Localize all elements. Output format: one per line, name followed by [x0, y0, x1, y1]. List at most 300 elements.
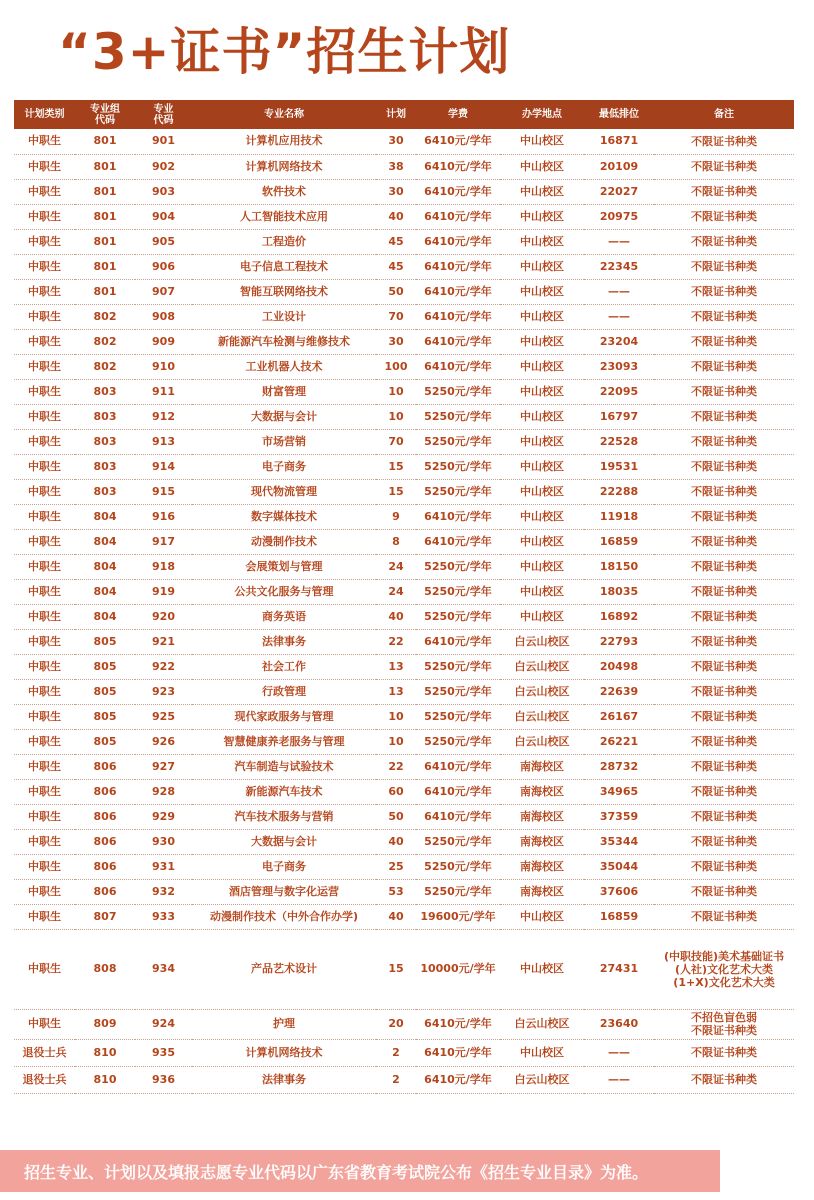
cell-group-code: 805 — [75, 729, 135, 754]
cell-campus: 中山校区 — [500, 454, 584, 479]
cell-remarks: 不限证书种类 — [654, 754, 794, 779]
table-row — [14, 904, 794, 929]
cell-major-code: 921 — [135, 629, 192, 654]
cell-plan-count: 30 — [376, 329, 416, 354]
table-row — [14, 429, 794, 454]
cell-remarks: 不限证书种类 — [654, 404, 794, 429]
cell-group-code: 806 — [75, 804, 135, 829]
cell-major-code: 927 — [135, 754, 192, 779]
cell-group-code: 808 — [75, 929, 135, 1009]
column-header-min-rank: 最低排位 — [584, 100, 654, 129]
cell-major-name: 数字媒体技术 — [192, 504, 376, 529]
table-row — [14, 529, 794, 554]
cell-remarks: 不限证书种类 — [654, 879, 794, 904]
cell-major-name: 财富管理 — [192, 379, 376, 404]
cell-group-code: 802 — [75, 304, 135, 329]
cell-campus: 南海校区 — [500, 754, 584, 779]
cell-plan-category: 中职生 — [14, 229, 75, 254]
cell-remarks: 不限证书种类 — [654, 304, 794, 329]
table-row — [14, 1009, 794, 1039]
table-row — [14, 929, 794, 1009]
cell-min-rank: 18035 — [584, 579, 654, 604]
cell-remarks: 不限证书种类 — [654, 504, 794, 529]
cell-plan-category: 中职生 — [14, 604, 75, 629]
cell-tuition: 6410元/学年 — [416, 1039, 500, 1066]
cell-remarks: 不限证书种类 — [654, 1039, 794, 1066]
cell-tuition: 6410元/学年 — [416, 229, 500, 254]
cell-plan-category: 中职生 — [14, 404, 75, 429]
table-row — [14, 579, 794, 604]
cell-plan-count: 25 — [376, 854, 416, 879]
cell-major-name: 计算机网络技术 — [192, 1039, 376, 1066]
cell-campus: 中山校区 — [500, 1039, 584, 1066]
cell-major-name: 大数据与会计 — [192, 404, 376, 429]
cell-major-code: 934 — [135, 929, 192, 1009]
footer-banner — [0, 1150, 720, 1192]
cell-major-name: 新能源汽车技术 — [192, 779, 376, 804]
cell-major-code: 908 — [135, 304, 192, 329]
cell-plan-category: 中职生 — [14, 179, 75, 204]
cell-plan-count: 22 — [376, 754, 416, 779]
table-row — [14, 379, 794, 404]
cell-plan-category: 中职生 — [14, 704, 75, 729]
cell-min-rank: 22345 — [584, 254, 654, 279]
cell-plan-count: 15 — [376, 454, 416, 479]
cell-remarks: (中职技能)美术基础证书 (人社)文化艺术大类 (1+X)文化艺术大类 — [654, 929, 794, 1009]
cell-plan-category: 中职生 — [14, 129, 75, 154]
cell-tuition: 5250元/学年 — [416, 704, 500, 729]
cell-min-rank: 26167 — [584, 704, 654, 729]
cell-plan-count: 40 — [376, 204, 416, 229]
table-body — [14, 129, 794, 1093]
cell-plan-category: 退役士兵 — [14, 1066, 75, 1093]
cell-major-name: 人工智能技术应用 — [192, 204, 376, 229]
cell-major-name: 现代家政服务与管理 — [192, 704, 376, 729]
cell-remarks: 不限证书种类 — [654, 679, 794, 704]
cell-min-rank: 35044 — [584, 854, 654, 879]
cell-campus: 中山校区 — [500, 604, 584, 629]
cell-plan-count: 13 — [376, 679, 416, 704]
cell-remarks: 不限证书种类 — [654, 854, 794, 879]
cell-min-rank: 22095 — [584, 379, 654, 404]
cell-remarks: 不招色盲色弱 不限证书种类 — [654, 1009, 794, 1039]
cell-major-name: 计算机应用技术 — [192, 129, 376, 154]
column-header-remarks: 备注 — [654, 100, 794, 129]
cell-min-rank: 18150 — [584, 554, 654, 579]
cell-group-code: 804 — [75, 504, 135, 529]
cell-major-name: 社会工作 — [192, 654, 376, 679]
cell-campus: 中山校区 — [500, 579, 584, 604]
cell-remarks: 不限证书种类 — [654, 654, 794, 679]
cell-min-rank: 37359 — [584, 804, 654, 829]
table-row — [14, 304, 794, 329]
table-row — [14, 729, 794, 754]
cell-major-name: 电子商务 — [192, 454, 376, 479]
cell-min-rank: 27431 — [584, 929, 654, 1009]
cell-plan-count: 9 — [376, 504, 416, 529]
cell-major-code: 902 — [135, 154, 192, 179]
cell-group-code: 801 — [75, 204, 135, 229]
cell-major-name: 电子商务 — [192, 854, 376, 879]
cell-campus: 白云山校区 — [500, 1066, 584, 1093]
cell-major-name: 工程造价 — [192, 229, 376, 254]
cell-plan-count: 45 — [376, 229, 416, 254]
cell-campus: 南海校区 — [500, 854, 584, 879]
cell-campus: 白云山校区 — [500, 629, 584, 654]
table-row — [14, 479, 794, 504]
table-row — [14, 679, 794, 704]
cell-plan-count: 30 — [376, 129, 416, 154]
cell-remarks: 不限证书种类 — [654, 529, 794, 554]
cell-group-code: 803 — [75, 429, 135, 454]
cell-major-code: 910 — [135, 354, 192, 379]
cell-group-code: 806 — [75, 854, 135, 879]
cell-campus: 中山校区 — [500, 379, 584, 404]
cell-tuition: 6410元/学年 — [416, 1066, 500, 1093]
cell-major-name: 法律事务 — [192, 629, 376, 654]
cell-major-code: 922 — [135, 654, 192, 679]
table-row — [14, 279, 794, 304]
cell-campus: 南海校区 — [500, 804, 584, 829]
table-row — [14, 404, 794, 429]
cell-min-rank: —— — [584, 279, 654, 304]
table-row — [14, 829, 794, 854]
cell-plan-count: 70 — [376, 429, 416, 454]
table-header-row — [14, 100, 794, 129]
cell-remarks: 不限证书种类 — [654, 354, 794, 379]
cell-remarks: 不限证书种类 — [654, 429, 794, 454]
cell-min-rank: —— — [584, 1066, 654, 1093]
cell-remarks: 不限证书种类 — [654, 729, 794, 754]
cell-group-code: 803 — [75, 404, 135, 429]
cell-plan-count: 2 — [376, 1039, 416, 1066]
cell-tuition: 6410元/学年 — [416, 754, 500, 779]
cell-tuition: 6410元/学年 — [416, 279, 500, 304]
cell-plan-category: 中职生 — [14, 379, 75, 404]
cell-tuition: 5250元/学年 — [416, 729, 500, 754]
cell-major-name: 电子信息工程技术 — [192, 254, 376, 279]
cell-tuition: 5250元/学年 — [416, 879, 500, 904]
cell-plan-category: 中职生 — [14, 904, 75, 929]
cell-major-name: 酒店管理与数字化运营 — [192, 879, 376, 904]
cell-group-code: 806 — [75, 779, 135, 804]
cell-min-rank: 16797 — [584, 404, 654, 429]
cell-campus: 中山校区 — [500, 479, 584, 504]
column-header-group-code: 专业组 代码 — [75, 100, 135, 129]
cell-group-code: 803 — [75, 454, 135, 479]
cell-campus: 中山校区 — [500, 554, 584, 579]
cell-major-code: 923 — [135, 679, 192, 704]
cell-major-name: 软件技术 — [192, 179, 376, 204]
cell-major-name: 现代物流管理 — [192, 479, 376, 504]
cell-min-rank: 11918 — [584, 504, 654, 529]
cell-campus: 中山校区 — [500, 129, 584, 154]
cell-plan-count: 50 — [376, 279, 416, 304]
cell-remarks: 不限证书种类 — [654, 579, 794, 604]
cell-tuition: 5250元/学年 — [416, 679, 500, 704]
cell-plan-count: 38 — [376, 154, 416, 179]
table-row — [14, 454, 794, 479]
cell-plan-count: 40 — [376, 904, 416, 929]
cell-major-name: 工业机器人技术 — [192, 354, 376, 379]
cell-plan-count: 10 — [376, 379, 416, 404]
table-row — [14, 1039, 794, 1066]
cell-group-code: 806 — [75, 829, 135, 854]
cell-remarks: 不限证书种类 — [654, 479, 794, 504]
cell-major-code: 936 — [135, 1066, 192, 1093]
cell-campus: 中山校区 — [500, 179, 584, 204]
cell-plan-count: 40 — [376, 829, 416, 854]
cell-min-rank: 16892 — [584, 604, 654, 629]
cell-major-name: 智慧健康养老服务与管理 — [192, 729, 376, 754]
cell-major-code: 912 — [135, 404, 192, 429]
cell-major-code: 909 — [135, 329, 192, 354]
cell-tuition: 5250元/学年 — [416, 654, 500, 679]
table-row — [14, 229, 794, 254]
cell-remarks: 不限证书种类 — [654, 129, 794, 154]
cell-major-name: 会展策划与管理 — [192, 554, 376, 579]
cell-remarks: 不限证书种类 — [654, 554, 794, 579]
cell-plan-count: 24 — [376, 554, 416, 579]
cell-remarks: 不限证书种类 — [654, 379, 794, 404]
table-row — [14, 504, 794, 529]
cell-major-code: 930 — [135, 829, 192, 854]
column-header-major-name: 专业名称 — [192, 100, 376, 129]
cell-plan-category: 中职生 — [14, 729, 75, 754]
cell-tuition: 6410元/学年 — [416, 129, 500, 154]
cell-remarks: 不限证书种类 — [654, 279, 794, 304]
cell-group-code: 801 — [75, 254, 135, 279]
cell-plan-count: 15 — [376, 929, 416, 1009]
cell-plan-count: 8 — [376, 529, 416, 554]
cell-major-name: 汽车制造与试验技术 — [192, 754, 376, 779]
cell-major-code: 935 — [135, 1039, 192, 1066]
cell-plan-category: 中职生 — [14, 779, 75, 804]
cell-min-rank: 19531 — [584, 454, 654, 479]
cell-major-code: 929 — [135, 804, 192, 829]
cell-major-code: 933 — [135, 904, 192, 929]
cell-plan-count: 30 — [376, 179, 416, 204]
cell-major-code: 928 — [135, 779, 192, 804]
cell-plan-count: 53 — [376, 879, 416, 904]
cell-campus: 中山校区 — [500, 504, 584, 529]
cell-min-rank: 34965 — [584, 779, 654, 804]
cell-remarks: 不限证书种类 — [654, 1066, 794, 1093]
cell-remarks: 不限证书种类 — [654, 229, 794, 254]
cell-tuition: 5250元/学年 — [416, 854, 500, 879]
cell-tuition: 6410元/学年 — [416, 204, 500, 229]
cell-tuition: 6410元/学年 — [416, 779, 500, 804]
cell-major-code: 905 — [135, 229, 192, 254]
cell-campus: 南海校区 — [500, 829, 584, 854]
cell-remarks: 不限证书种类 — [654, 454, 794, 479]
cell-campus: 白云山校区 — [500, 1009, 584, 1039]
cell-min-rank: 23204 — [584, 329, 654, 354]
cell-group-code: 801 — [75, 179, 135, 204]
cell-group-code: 804 — [75, 579, 135, 604]
cell-plan-category: 中职生 — [14, 504, 75, 529]
cell-plan-count: 10 — [376, 729, 416, 754]
footer-note: 招生专业、计划以及填报志愿专业代码以广东省教育考试院公布《招生专业目录》为准。 — [24, 1163, 649, 1182]
cell-plan-category: 中职生 — [14, 879, 75, 904]
table-row — [14, 329, 794, 354]
cell-tuition: 5250元/学年 — [416, 829, 500, 854]
table-row — [14, 254, 794, 279]
enrollment-plan-table — [14, 100, 794, 1094]
cell-group-code: 804 — [75, 554, 135, 579]
cell-major-name: 新能源汽车检测与维修技术 — [192, 329, 376, 354]
table-row — [14, 754, 794, 779]
cell-remarks: 不限证书种类 — [654, 329, 794, 354]
cell-plan-category: 中职生 — [14, 579, 75, 604]
cell-major-code: 906 — [135, 254, 192, 279]
cell-plan-count: 2 — [376, 1066, 416, 1093]
cell-plan-count: 24 — [376, 579, 416, 604]
cell-remarks: 不限证书种类 — [654, 629, 794, 654]
cell-plan-category: 中职生 — [14, 529, 75, 554]
cell-major-code: 916 — [135, 504, 192, 529]
cell-plan-count: 60 — [376, 779, 416, 804]
cell-major-code: 911 — [135, 379, 192, 404]
cell-min-rank: 23093 — [584, 354, 654, 379]
cell-tuition: 5250元/学年 — [416, 454, 500, 479]
cell-tuition: 5250元/学年 — [416, 554, 500, 579]
cell-major-code: 920 — [135, 604, 192, 629]
cell-group-code: 806 — [75, 754, 135, 779]
cell-plan-category: 中职生 — [14, 804, 75, 829]
cell-major-code: 917 — [135, 529, 192, 554]
cell-plan-count: 70 — [376, 304, 416, 329]
cell-campus: 白云山校区 — [500, 729, 584, 754]
cell-major-name: 工业设计 — [192, 304, 376, 329]
cell-remarks: 不限证书种类 — [654, 179, 794, 204]
cell-remarks: 不限证书种类 — [654, 204, 794, 229]
cell-group-code: 805 — [75, 679, 135, 704]
cell-tuition: 6410元/学年 — [416, 179, 500, 204]
cell-tuition: 6410元/学年 — [416, 154, 500, 179]
cell-campus: 中山校区 — [500, 204, 584, 229]
cell-campus: 中山校区 — [500, 154, 584, 179]
cell-plan-count: 13 — [376, 654, 416, 679]
cell-min-rank: —— — [584, 1039, 654, 1066]
cell-tuition: 6410元/学年 — [416, 1009, 500, 1039]
cell-plan-category: 中职生 — [14, 1009, 75, 1039]
cell-group-code: 805 — [75, 629, 135, 654]
cell-remarks: 不限证书种类 — [654, 704, 794, 729]
cell-campus: 南海校区 — [500, 779, 584, 804]
table-row — [14, 879, 794, 904]
cell-major-code: 914 — [135, 454, 192, 479]
cell-min-rank: 22639 — [584, 679, 654, 704]
cell-plan-category: 中职生 — [14, 754, 75, 779]
cell-min-rank: 22793 — [584, 629, 654, 654]
cell-major-code: 931 — [135, 854, 192, 879]
cell-major-code: 926 — [135, 729, 192, 754]
cell-plan-category: 中职生 — [14, 454, 75, 479]
cell-group-code: 801 — [75, 279, 135, 304]
cell-remarks: 不限证书种类 — [654, 779, 794, 804]
cell-tuition: 6410元/学年 — [416, 354, 500, 379]
cell-group-code: 802 — [75, 354, 135, 379]
cell-campus: 中山校区 — [500, 404, 584, 429]
table-row — [14, 854, 794, 879]
cell-group-code: 809 — [75, 1009, 135, 1039]
cell-plan-count: 15 — [376, 479, 416, 504]
table-row — [14, 654, 794, 679]
cell-plan-category: 中职生 — [14, 479, 75, 504]
cell-plan-category: 中职生 — [14, 654, 75, 679]
cell-plan-count: 20 — [376, 1009, 416, 1039]
cell-campus: 中山校区 — [500, 279, 584, 304]
cell-major-name: 大数据与会计 — [192, 829, 376, 854]
cell-campus: 南海校区 — [500, 879, 584, 904]
cell-major-name: 计算机网络技术 — [192, 154, 376, 179]
table-row — [14, 204, 794, 229]
cell-tuition: 6410元/学年 — [416, 254, 500, 279]
cell-campus: 中山校区 — [500, 929, 584, 1009]
cell-tuition: 19600元/学年 — [416, 904, 500, 929]
cell-min-rank: 22288 — [584, 479, 654, 504]
cell-group-code: 804 — [75, 604, 135, 629]
cell-plan-category: 中职生 — [14, 629, 75, 654]
cell-group-code: 810 — [75, 1039, 135, 1066]
cell-major-name: 法律事务 — [192, 1066, 376, 1093]
cell-plan-count: 45 — [376, 254, 416, 279]
cell-major-name: 行政管理 — [192, 679, 376, 704]
cell-tuition: 5250元/学年 — [416, 404, 500, 429]
cell-major-code: 915 — [135, 479, 192, 504]
column-header-major-code: 专业 代码 — [135, 100, 192, 129]
cell-group-code: 801 — [75, 229, 135, 254]
cell-campus: 中山校区 — [500, 329, 584, 354]
cell-min-rank: 26221 — [584, 729, 654, 754]
cell-campus: 中山校区 — [500, 304, 584, 329]
cell-plan-category: 中职生 — [14, 929, 75, 1009]
cell-plan-count: 50 — [376, 804, 416, 829]
cell-major-name: 动漫制作技术（中外合作办学) — [192, 904, 376, 929]
cell-plan-count: 10 — [376, 404, 416, 429]
cell-tuition: 6410元/学年 — [416, 529, 500, 554]
cell-group-code: 810 — [75, 1066, 135, 1093]
table-row — [14, 704, 794, 729]
cell-campus: 中山校区 — [500, 229, 584, 254]
cell-major-code: 913 — [135, 429, 192, 454]
cell-plan-category: 中职生 — [14, 354, 75, 379]
cell-plan-category: 中职生 — [14, 154, 75, 179]
cell-group-code: 803 — [75, 479, 135, 504]
page-title: “3+证书”招生计划 — [58, 23, 511, 81]
table-row — [14, 554, 794, 579]
table-row — [14, 604, 794, 629]
cell-campus: 白云山校区 — [500, 679, 584, 704]
cell-min-rank: 16859 — [584, 529, 654, 554]
cell-plan-category: 中职生 — [14, 554, 75, 579]
cell-min-rank: 28732 — [584, 754, 654, 779]
cell-major-name: 商务英语 — [192, 604, 376, 629]
cell-plan-count: 40 — [376, 604, 416, 629]
column-header-plan-count: 计划 — [376, 100, 416, 129]
cell-group-code: 801 — [75, 129, 135, 154]
cell-min-rank: 23640 — [584, 1009, 654, 1039]
cell-plan-category: 中职生 — [14, 304, 75, 329]
cell-min-rank: 20975 — [584, 204, 654, 229]
cell-min-rank: —— — [584, 229, 654, 254]
cell-major-name: 智能互联网络技术 — [192, 279, 376, 304]
cell-campus: 中山校区 — [500, 354, 584, 379]
cell-group-code: 806 — [75, 879, 135, 904]
table-row — [14, 629, 794, 654]
table-row — [14, 804, 794, 829]
